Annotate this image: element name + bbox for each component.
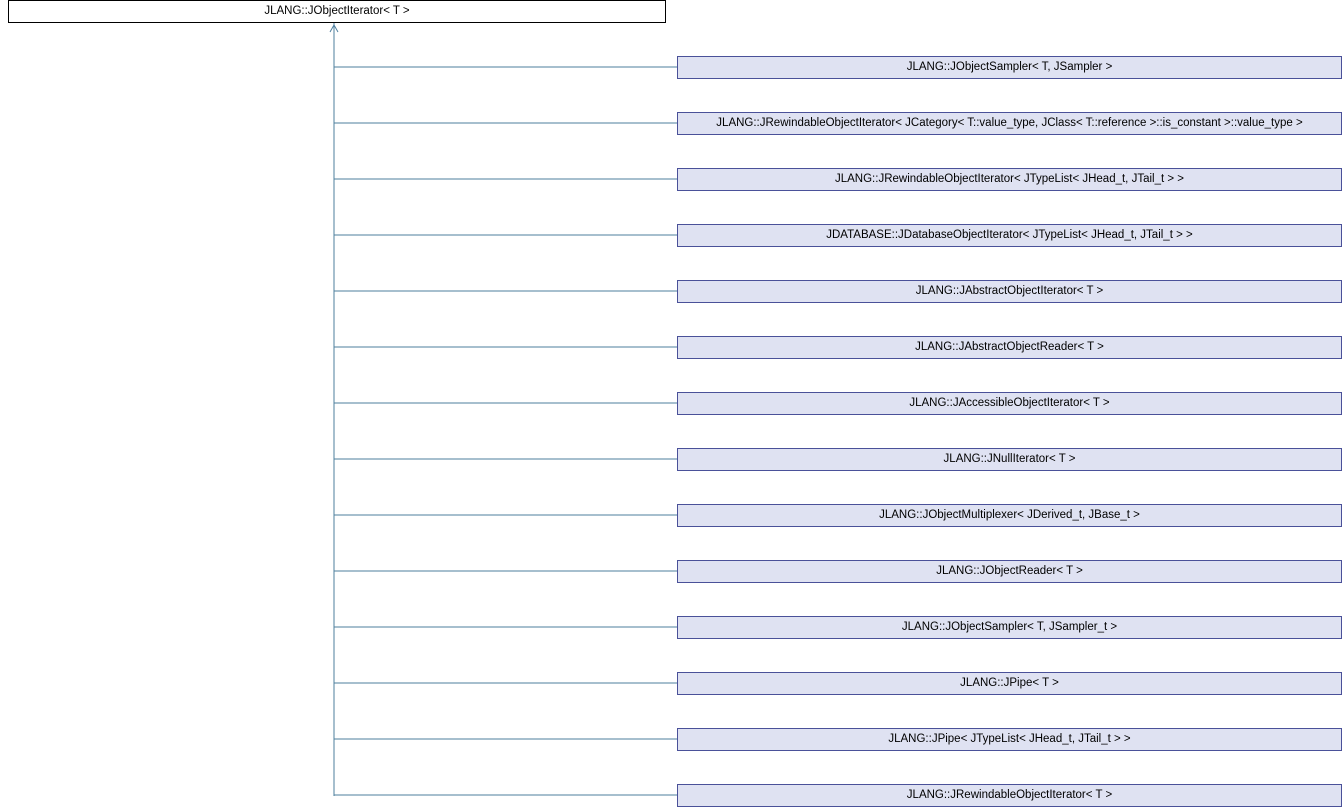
class-node[interactable]: [677, 280, 1342, 303]
class-node-label: JLANG::JAbstractObjectReader< T >: [915, 341, 1104, 354]
edge-arrowhead-icon: [330, 25, 338, 32]
class-node[interactable]: [677, 504, 1342, 527]
class-node-label: JLANG::JAccessibleObjectIterator< T >: [909, 397, 1110, 410]
class-node-label: JLANG::JRewindableObjectIterator< JCategory< T::value_type, JClass< T::reference >::is_constant >::value_type >: [716, 117, 1303, 130]
class-node-label: JLANG::JRewindableObjectIterator< JTypeList< JHead_t, JTail_t > >: [834, 173, 1184, 186]
class-node-label: JLANG::JObjectReader< T >: [936, 565, 1083, 578]
class-node[interactable]: [677, 448, 1342, 471]
class-node-label: JLANG::JNullIterator< T >: [943, 453, 1076, 466]
class-node-label: JLANG::JPipe< T >: [960, 677, 1059, 690]
class-node-label: JLANG::JRewindableObjectIterator< T >: [906, 789, 1113, 802]
class-node[interactable]: [677, 336, 1342, 359]
class-node-label: JDATABASE::JDatabaseObjectIterator< JTypeList< JHead_t, JTail_t > >: [826, 229, 1193, 242]
class-node[interactable]: [677, 56, 1342, 79]
class-node-label: JLANG::JObjectIterator< T >: [264, 5, 410, 18]
class-node[interactable]: [677, 112, 1342, 135]
class-node[interactable]: [677, 560, 1342, 583]
class-node[interactable]: [677, 672, 1342, 695]
class-node[interactable]: [677, 392, 1342, 415]
class-node[interactable]: [677, 224, 1342, 247]
class-node-label: JLANG::JObjectSampler< T, JSampler_t >: [901, 621, 1118, 634]
class-node[interactable]: [677, 784, 1342, 807]
class-node[interactable]: [677, 168, 1342, 191]
class-node-root[interactable]: [8, 0, 666, 23]
class-node-label: JLANG::JObjectMultiplexer< JDerived_t, JBase_t >: [879, 509, 1140, 522]
class-node[interactable]: [677, 616, 1342, 639]
class-node-label: JLANG::JObjectSampler< T, JSampler >: [906, 61, 1113, 74]
class-node[interactable]: [677, 728, 1342, 751]
class-node-label: JLANG::JAbstractObjectIterator< T >: [915, 285, 1104, 298]
class-node-label: JLANG::JPipe< JTypeList< JHead_t, JTail_t > >: [888, 733, 1131, 746]
